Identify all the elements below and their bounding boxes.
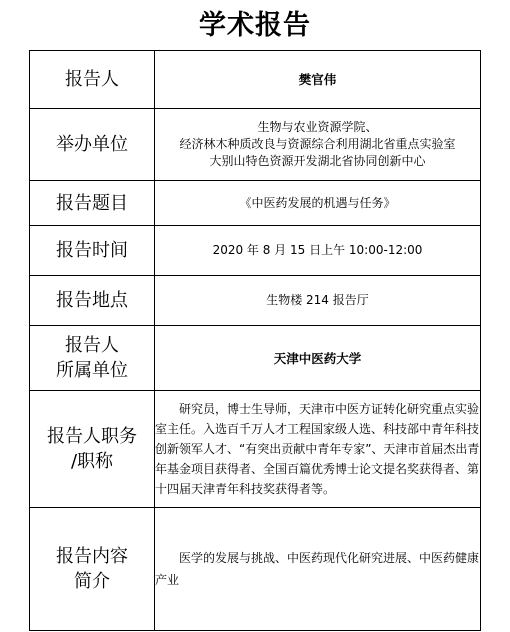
content-label-line-2: 简介 [74,571,110,592]
table-row-position [30,391,481,508]
content-value: 医学的发展与挑战、中医药现代化研究进展、中医药健康产业 [155,508,481,631]
table-row-affiliation [30,326,481,391]
host-line-1: 生物与农业资源学院、 [257,120,378,134]
time-label: 报告时间 [30,226,155,276]
report-info-table [29,50,481,631]
table-row-place [30,276,481,326]
place-label: 报告地点 [30,276,155,326]
speaker-label: 报告人 [30,51,155,109]
topic-value: 《中医药发展的机遇与任务》 [155,181,481,226]
host-line-3: 大别山特色资源开发湖北省协同创新中心 [209,154,426,168]
affiliation-label-line-2: 所属单位 [56,360,128,381]
table-row-content [30,508,481,631]
content-label [30,508,155,631]
table-row-topic [30,181,481,226]
table-row-time [30,226,481,276]
host-line-2: 经济林木种质改良与资源综合利用湖北省重点实验室 [179,137,456,151]
time-value: 2020 年 8 月 15 日上午 10:00-12:00 [155,226,481,276]
document-title: 学术报告 [199,10,311,41]
place-value: 生物楼 214 报告厅 [155,276,481,326]
position-label-line-1: 报告人职务 [47,426,137,447]
table-row-host [30,109,481,181]
content-label-line-1: 报告内容 [56,546,128,567]
table-row-speaker [30,51,481,109]
position-label-line-2: /职称 [70,451,114,472]
host-label: 举办单位 [30,109,155,181]
position-value: 研究员，博士生导师，天津市中医方证转化研究重点实验室主任。入选百千万人才工程国家级人选、科技部中青年科技创新领军人才、“有突出贡献中青年专家”、天津市首届杰出青年基金项目获得者、全国百篇优秀博士论文提名奖获得者、第十四届天津青年科技奖获得者等。 [155,391,481,508]
position-label [30,391,155,508]
affiliation-label [30,326,155,391]
host-value [155,109,481,181]
affiliation-label-line-1: 报告人 [65,335,119,356]
affiliation-value: 天津中医药大学 [155,326,481,391]
speaker-value: 樊官伟 [155,51,481,109]
topic-label: 报告题目 [30,181,155,226]
